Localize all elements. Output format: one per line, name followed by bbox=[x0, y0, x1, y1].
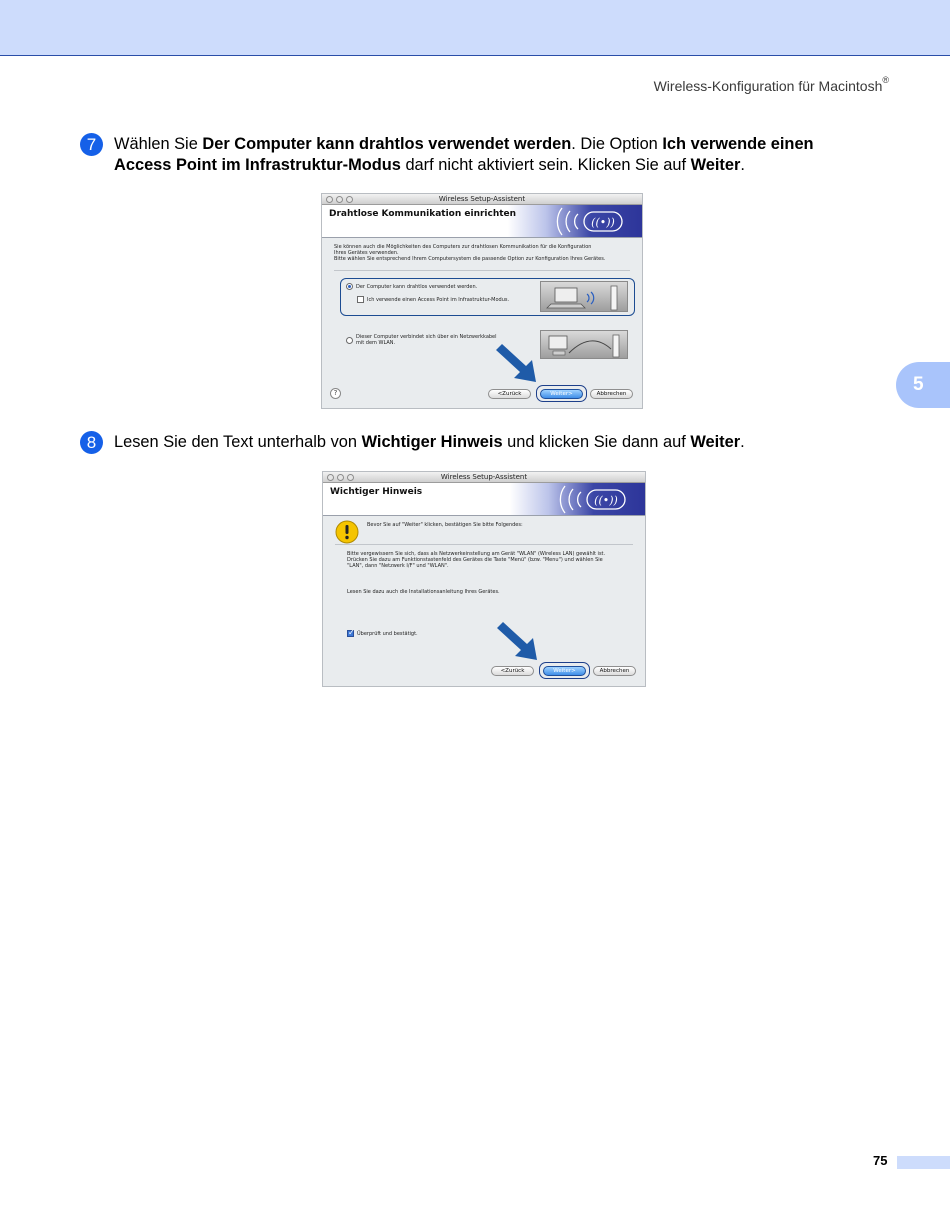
wireless-option-label: Der Computer kann drahtlos verwendet werden. bbox=[356, 284, 478, 290]
step-number-badge: 7 bbox=[80, 133, 103, 156]
warning-icon bbox=[335, 520, 359, 544]
cancel-button[interactable]: Abbrechen bbox=[590, 389, 633, 399]
window-title: Wireless Setup-Assistent bbox=[440, 473, 528, 481]
laptop-icon bbox=[541, 282, 629, 313]
wired-connection-illustration bbox=[540, 330, 628, 359]
next-button[interactable]: Weiter> bbox=[543, 666, 586, 676]
back-button[interactable]: <Zurück bbox=[491, 666, 534, 676]
warning-text: Bevor Sie auf "Weiter" klicken, bestätigen Sie bitte Folgendes: bbox=[367, 522, 523, 528]
wireless-setup-dialog-1 bbox=[321, 193, 643, 409]
wireless-setup-dialog-2 bbox=[322, 471, 646, 687]
wired-option-radio[interactable] bbox=[346, 337, 353, 344]
step-number-badge: 8 bbox=[80, 431, 103, 454]
confirm-checkbox-label: Überprüft und bestätigt. bbox=[357, 631, 418, 637]
infrastructure-mode-checkbox[interactable] bbox=[357, 296, 364, 303]
chapter-tab: 5 bbox=[896, 362, 950, 408]
page-number: 75 bbox=[873, 1153, 888, 1168]
back-button[interactable]: <Zurück bbox=[488, 389, 531, 399]
dialog-heading: Wichtiger Hinweis bbox=[330, 487, 423, 497]
desktop-cable-icon bbox=[541, 331, 629, 360]
wired-option-label-line-2: mit dem WLAN. bbox=[356, 340, 396, 346]
intro-text-line-1: Sie können auch die Möglichkeiten des Computers zur drahtlosen Kommunikation für die Konfiguration bbox=[334, 244, 592, 250]
dialog-banner bbox=[323, 483, 645, 516]
infrastructure-mode-label: Ich verwende einen Access Point im Infrastruktur-Modus. bbox=[367, 297, 510, 303]
install-note: Lesen Sie dazu auch die Installationsanleitung Ihres Gerätes. bbox=[347, 589, 500, 595]
wireless-logo-icon bbox=[535, 483, 645, 516]
intro-text-line-2: Ihres Gerätes verwenden. bbox=[334, 250, 399, 256]
page-number-bar bbox=[897, 1156, 950, 1169]
laptop-wireless-illustration bbox=[540, 281, 628, 312]
step-8 bbox=[80, 432, 870, 453]
dialog-heading: Drahtlose Kommunikation einrichten bbox=[329, 209, 517, 219]
window-titlebar bbox=[322, 194, 642, 205]
svg-text:((•)): ((•)) bbox=[591, 216, 615, 229]
top-band bbox=[0, 0, 950, 56]
body-text-line-3: "LAN", dann "Netzwerk I/F" und "WLAN". bbox=[347, 563, 449, 569]
body-text-line-1: Bitte vergewissern Sie sich, dass als Netzwerkeinstellung am Gerät "WLAN" (Wireless LAN) gewählt ist. bbox=[347, 551, 606, 557]
cancel-button[interactable]: Abbrechen bbox=[593, 666, 636, 676]
next-button[interactable]: Weiter> bbox=[540, 389, 583, 399]
confirm-checkbox[interactable] bbox=[347, 630, 354, 637]
step-7 bbox=[80, 134, 870, 176]
help-button[interactable]: ? bbox=[330, 388, 341, 399]
window-title: Wireless Setup-Assistent bbox=[438, 195, 526, 203]
separator bbox=[335, 544, 633, 545]
window-titlebar bbox=[323, 472, 645, 483]
registered-mark: ® bbox=[882, 75, 889, 85]
wireless-logo-icon bbox=[532, 205, 642, 238]
wired-option-label-line-1: Dieser Computer verbindet sich über ein Netzwerkkabel bbox=[356, 334, 497, 340]
body-text-line-2: Drücken Sie dazu am Funktionstastenfeld des Gerätes die Taste "Menü" (bzw. "Menu") und wählen Sie bbox=[347, 557, 603, 563]
callout-arrow-icon bbox=[492, 344, 542, 386]
svg-text:((•)): ((•)) bbox=[594, 494, 618, 507]
dialog-banner bbox=[322, 205, 642, 238]
intro-text-line-3: Bitte wählen Sie entsprechend Ihrem Computersystem die passende Option zur Konfiguration Ihres Gerätes. bbox=[334, 256, 606, 262]
separator bbox=[334, 270, 630, 271]
running-header bbox=[653, 75, 889, 94]
wireless-option-radio[interactable] bbox=[346, 283, 353, 290]
running-header-title: Wireless-Konfiguration für Macintosh bbox=[653, 78, 883, 94]
callout-arrow-icon bbox=[493, 622, 543, 664]
step-8-instruction: Lesen Sie den Text unterhalb von Wichtiger Hinweis und klicken Sie dann auf Weiter. bbox=[114, 433, 745, 451]
step-7-instruction: Wählen Sie Der Computer kann drahtlos verwendet werden. Die Option Ich verwende einen Access Point im Infrastruktur-Modus darf nicht aktiviert sein. Klicken Sie auf Weiter. bbox=[114, 135, 814, 174]
